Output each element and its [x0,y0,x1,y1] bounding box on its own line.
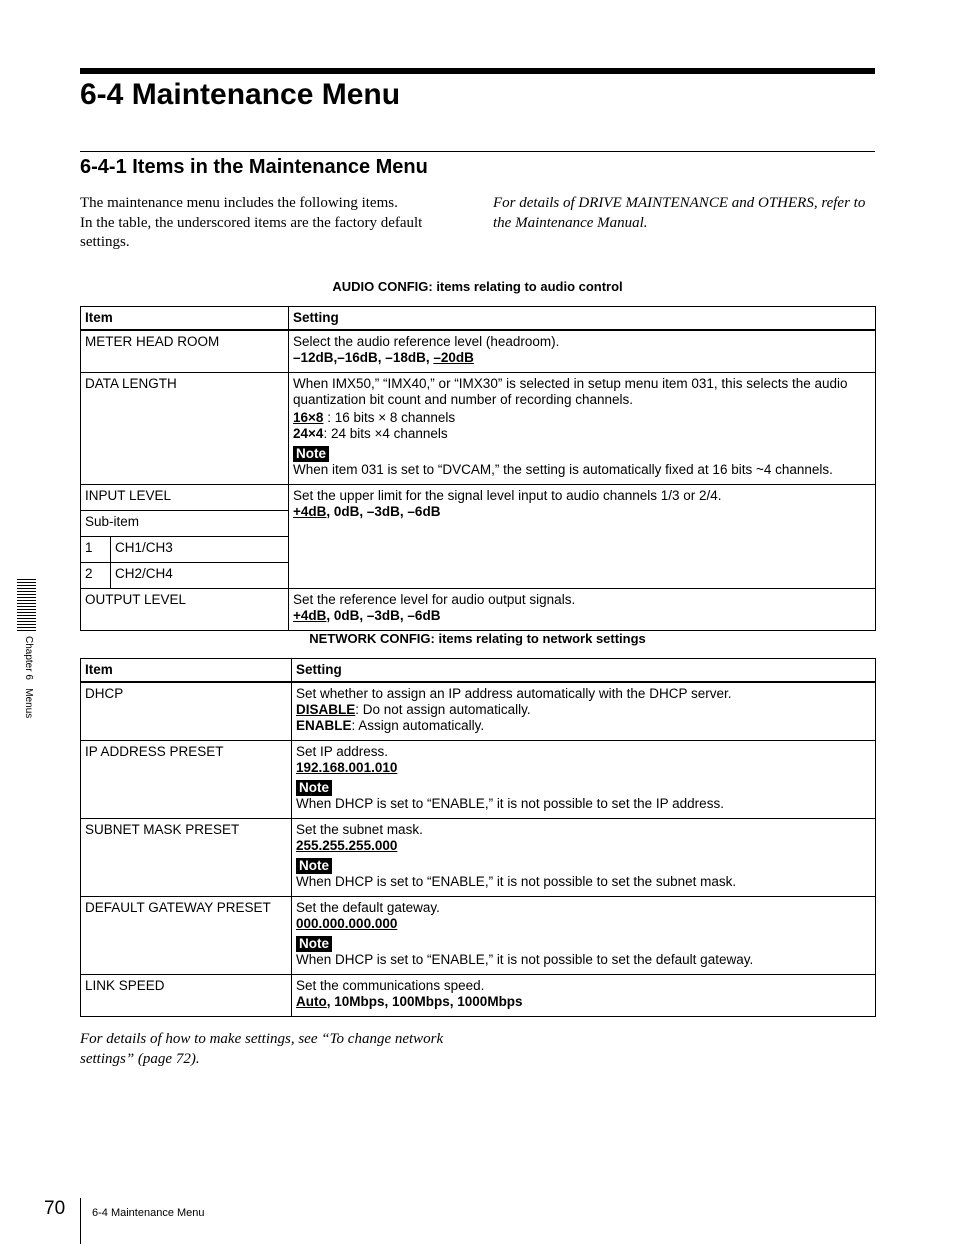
subitem-number: 2 [81,563,111,589]
setting-values: , 0dB, –3dB, –6dB [326,608,441,623]
subitem-name: CH2/CH4 [111,563,289,589]
table-header-row [81,307,876,331]
item-setting [289,330,876,373]
footer-divider [80,1198,81,1244]
note-badge: Note [293,446,329,462]
setting-description: Set the reference level for audio output signals. [293,592,576,607]
setting-description: Set the default gateway. [296,900,440,915]
table-row [81,589,876,631]
subitem-label: Sub-item [81,511,289,537]
note-text: When DHCP is set to “ENABLE,” it is not possible to set the subnet mask. [296,874,737,889]
note-badge: Note [296,780,332,796]
intro-line-1: The maintenance menu includes the following items. [80,195,398,211]
table-row [81,897,876,975]
page-number: 70 [44,1198,66,1219]
option-text: : Do not assign automatically. [355,702,531,717]
intro-reference: For details of DRIVE MAINTENANCE and OTHERS, refer to the Maintenance Manual. [493,195,866,231]
item-setting [292,741,876,819]
intro-text [80,194,470,253]
network-table-caption: NETWORK CONFIG: items relating to network settings [309,631,646,646]
table-row [81,485,876,511]
column-header-item: Item [81,659,292,683]
item-name: IP ADDRESS PRESET [81,741,292,819]
default-value: 16×8 [293,410,324,425]
setting-values: , 0dB, –3dB, –6dB [326,504,441,519]
default-value: –20dB [433,350,474,365]
note-badge: Note [296,936,332,952]
settings-reference-note: For details of how to make settings, see “To change network settings” (page 72). [80,1031,444,1067]
column-header-setting: Setting [292,659,876,683]
item-name: DHCP [81,682,292,741]
default-value: +4dB [293,608,327,623]
default-value: +4dB [293,504,327,519]
option-text: : 24 bits ×4 channels [323,426,448,441]
network-config-table [80,658,876,1017]
item-setting [292,897,876,975]
setting-values: –12dB,–16dB, –18dB, [293,350,434,365]
setting-values: , 10Mbps, 100Mbps, 1000Mbps [326,994,523,1009]
running-footer-title: 6-4 Maintenance Menu [92,1207,205,1219]
chapter-label: Chapter 6 Menus [23,636,34,719]
table-row [81,975,876,1017]
item-setting [292,682,876,741]
item-setting [292,975,876,1017]
column-header-item: Item [81,307,289,331]
heading-rule [80,68,875,74]
table-row [81,330,876,373]
subitem-name: CH1/CH3 [111,537,289,563]
intro-line-2: In the table, the underscored items are the factory default settings. [80,214,423,250]
item-setting [292,819,876,897]
audio-config-table [80,306,876,631]
audio-table-caption: AUDIO CONFIG: items relating to audio control [332,279,623,294]
note-text: When DHCP is set to “ENABLE,” it is not possible to set the default gateway. [296,952,754,967]
setting-description: Set the subnet mask. [296,822,423,837]
note-text: When item 031 is set to “DVCAM,” the setting is automatically fixed at 16 bits ~4 channels. [293,462,833,477]
default-value: 192.168.001.010 [296,760,398,775]
setting-description: When IMX50,” “IMX40,” or “IMX30” is selected in setup menu item 031, this selects the audio quantization bit count and number of recording channels. [293,376,848,407]
default-value: DISABLE [296,702,356,717]
option-key: ENABLE [296,718,352,733]
item-name: DEFAULT GATEWAY PRESET [81,897,292,975]
chapter-tab-marker [17,579,36,633]
item-name: LINK SPEED [81,975,292,1017]
note-text: When DHCP is set to “ENABLE,” it is not possible to set the IP address. [296,796,724,811]
item-setting [289,373,876,485]
option-key: 24×4 [293,426,324,441]
setting-description: Set the upper limit for the signal level input to audio channels 1/3 or 2/4. [293,488,722,503]
note-badge: Note [296,858,332,874]
item-name: SUBNET MASK PRESET [81,819,292,897]
item-name: METER HEAD ROOM [81,330,289,373]
setting-description: Set IP address. [296,744,389,759]
table-row [81,741,876,819]
item-setting [289,485,876,589]
table-header-row [81,659,876,683]
section-heading: 6-4-1 Items in the Maintenance Menu [80,156,428,178]
item-setting [289,589,876,631]
column-header-setting: Setting [289,307,876,331]
section-rule [80,151,875,152]
subitem-number: 1 [81,537,111,563]
table-row [81,373,876,485]
option-text: : Assign automatically. [351,718,485,733]
page-heading: 6-4 Maintenance Menu [80,78,401,111]
item-name: DATA LENGTH [81,373,289,485]
default-value: 255.255.255.000 [296,838,398,853]
option-text: : 16 bits × 8 channels [323,410,456,425]
default-value: Auto [296,994,327,1009]
default-value: 000.000.000.000 [296,916,398,931]
setting-description: Select the audio reference level (headroom). [293,334,560,349]
table-row [81,682,876,741]
setting-description: Set the communications speed. [296,978,485,993]
setting-description: Set whether to assign an IP address automatically with the DHCP server. [296,686,732,701]
item-name: INPUT LEVEL [81,485,289,511]
item-name: OUTPUT LEVEL [81,589,289,631]
table-row [81,819,876,897]
